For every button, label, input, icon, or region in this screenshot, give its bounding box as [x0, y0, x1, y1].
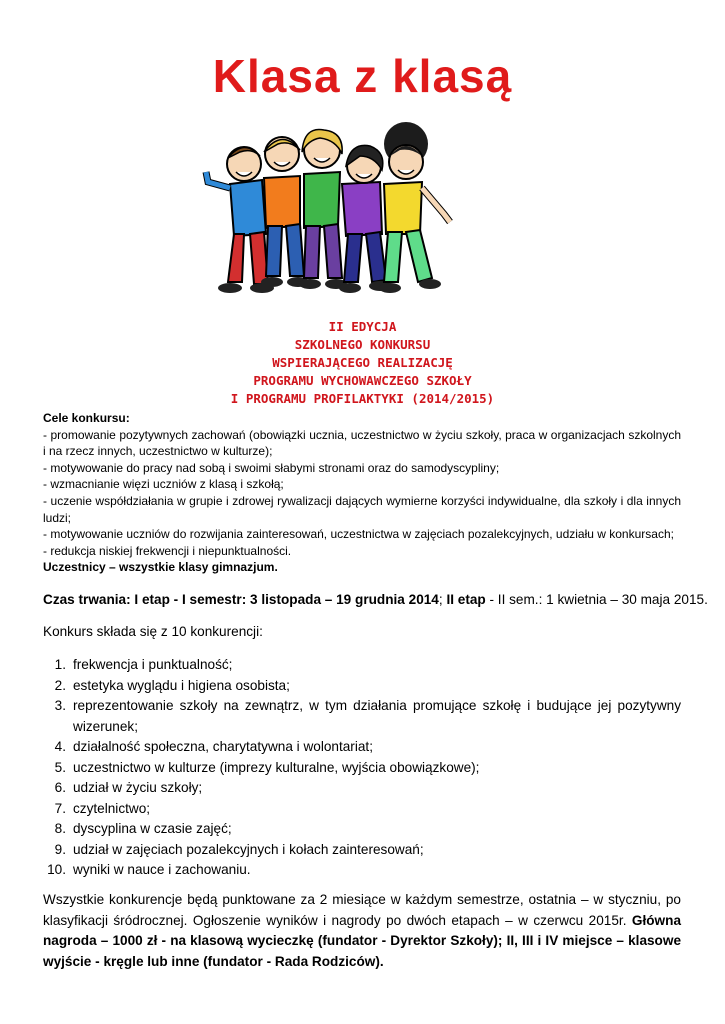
- list-item: [43, 819, 681, 840]
- heading-line: WSPIERAJĄCEGO REALIZACJĘ: [272, 355, 453, 370]
- list-number: 2.: [54, 677, 66, 693]
- list-text: wyniki w nauce i zachowaniu.: [73, 862, 251, 877]
- children-illustration: [200, 122, 460, 300]
- heading-line: I PROGRAMU PROFILAKTYKI (2014/2015): [230, 391, 495, 406]
- participants-line: Uczestnicy – wszystkie klasy gimnazjum.: [43, 560, 278, 575]
- competitions-intro: Konkurs składa się z 10 konkurencji:: [43, 624, 263, 639]
- list-item: [43, 860, 681, 881]
- heading-line: SZKOLNEGO KONKURSU: [294, 337, 431, 352]
- list-item: [43, 758, 681, 779]
- child-green-figure: [299, 129, 347, 289]
- child-yellow-figure: [379, 122, 450, 293]
- child-blue-figure: [206, 147, 274, 293]
- list-text: działalność społeczna, charytatywna i wolontariat;: [73, 739, 373, 754]
- summary-text: [43, 890, 681, 972]
- list-item: [43, 778, 681, 799]
- prize-text: Główna nagroda – 1000 zł - na klasową wycieczkę (fundator - Dyrektor Szkoły); II, III i IV miejsce – klasowe wyjście - kręgle lub inne (fundator - Rada Rodziców).: [43, 912, 681, 969]
- duration-separator: ;: [438, 592, 447, 607]
- contest-heading: [0, 318, 725, 408]
- summary-section: [43, 890, 681, 972]
- goal-item: - motywowanie do pracy nad sobą i swoimi słabymi stronami oraz do samodyscypliny;: [43, 460, 500, 475]
- goal-item: - uczenie współdziałania w grupie i zdrowej rywalizacji dających wymierne korzyści indywidualne, dla szkoły i dla innych ludzi;: [43, 493, 681, 525]
- document-title: Klasa z klasą: [212, 50, 513, 102]
- goals-section: [43, 410, 681, 576]
- list-number: 10.: [47, 862, 66, 877]
- list-item: [43, 840, 681, 861]
- list-number: 5.: [54, 759, 66, 775]
- child-orange-figure: [261, 137, 309, 287]
- competitions-list: [43, 655, 681, 881]
- list-number: 9.: [54, 841, 66, 857]
- list-number: 6.: [54, 780, 66, 795]
- heading-line: PROGRAMU WYCHOWAWCZEGO SZKOŁY: [253, 373, 472, 388]
- goal-item: - redukcja niskiej frekwencji i niepunktualności.: [43, 543, 292, 558]
- list-item: [43, 737, 681, 758]
- list-number: 8.: [54, 821, 66, 836]
- list-text: reprezentowanie szkoły na zewnątrz, w tym działania promujące szkołę i budujące jej pozytywny wizerunek;: [73, 698, 681, 734]
- list-item: [43, 696, 681, 737]
- goal-item: - promowanie pozytywnych zachowań (obowiązki ucznia, uczestnictwo w życiu szkoły, praca w organizacjach szkolnych i na rzecz innych, uczestnictwo w kulturze);: [43, 427, 681, 459]
- list-text: udział w zajęciach pozalekcyjnych i kołach zainteresowań;: [73, 841, 424, 857]
- list-text: frekwencja i punktualność;: [73, 657, 233, 672]
- child-purple-figure: [339, 145, 391, 293]
- list-item: [43, 799, 681, 820]
- goal-item: - wzmacnianie więzi uczniów z klasą i szkołą;: [43, 477, 284, 492]
- duration-stage-two-dates: - II sem.: 1 kwietnia – 30 maja 2015.: [485, 592, 708, 607]
- duration-line: [43, 591, 708, 609]
- duration-stage-two-label: II etap: [446, 592, 486, 607]
- list-number: 1.: [54, 657, 66, 672]
- list-item: [43, 676, 681, 697]
- list-number: 7.: [54, 800, 66, 816]
- heading-line: II EDYCJA: [328, 319, 397, 334]
- list-item: [43, 655, 681, 676]
- list-text: czytelnictwo;: [73, 800, 151, 816]
- goals-label: Cele konkursu:: [43, 411, 130, 425]
- list-text: dyscyplina w czasie zajęć;: [73, 821, 232, 836]
- duration-stage-one: Czas trwania: I etap - I semestr: 3 listopada – 19 grudnia 2014: [43, 592, 439, 607]
- list-text: uczestnictwo w kulturze (imprezy kulturalne, wyjścia obowiązkowe);: [73, 759, 480, 775]
- list-number: 4.: [54, 739, 66, 754]
- summary-body: Wszystkie konkurencje będą punktowane za 2 miesiące w każdym semestrze, ostatnia – w styczniu, po klasyfikacji śródrocznej. Ogłoszenie wyników i nagrody po dwóch etapach – w czerwcu 2015r.: [43, 892, 681, 928]
- list-number: 3.: [54, 698, 66, 713]
- list-text: udział w życiu szkoły;: [73, 780, 203, 795]
- list-text: estetyka wyglądu i higiena osobista;: [73, 677, 290, 693]
- goal-item: - motywowanie uczniów do rozwijania zainteresowań, uczestnictwa w zajęciach pozalekcyjnych, udziału w konkursach;: [43, 527, 674, 542]
